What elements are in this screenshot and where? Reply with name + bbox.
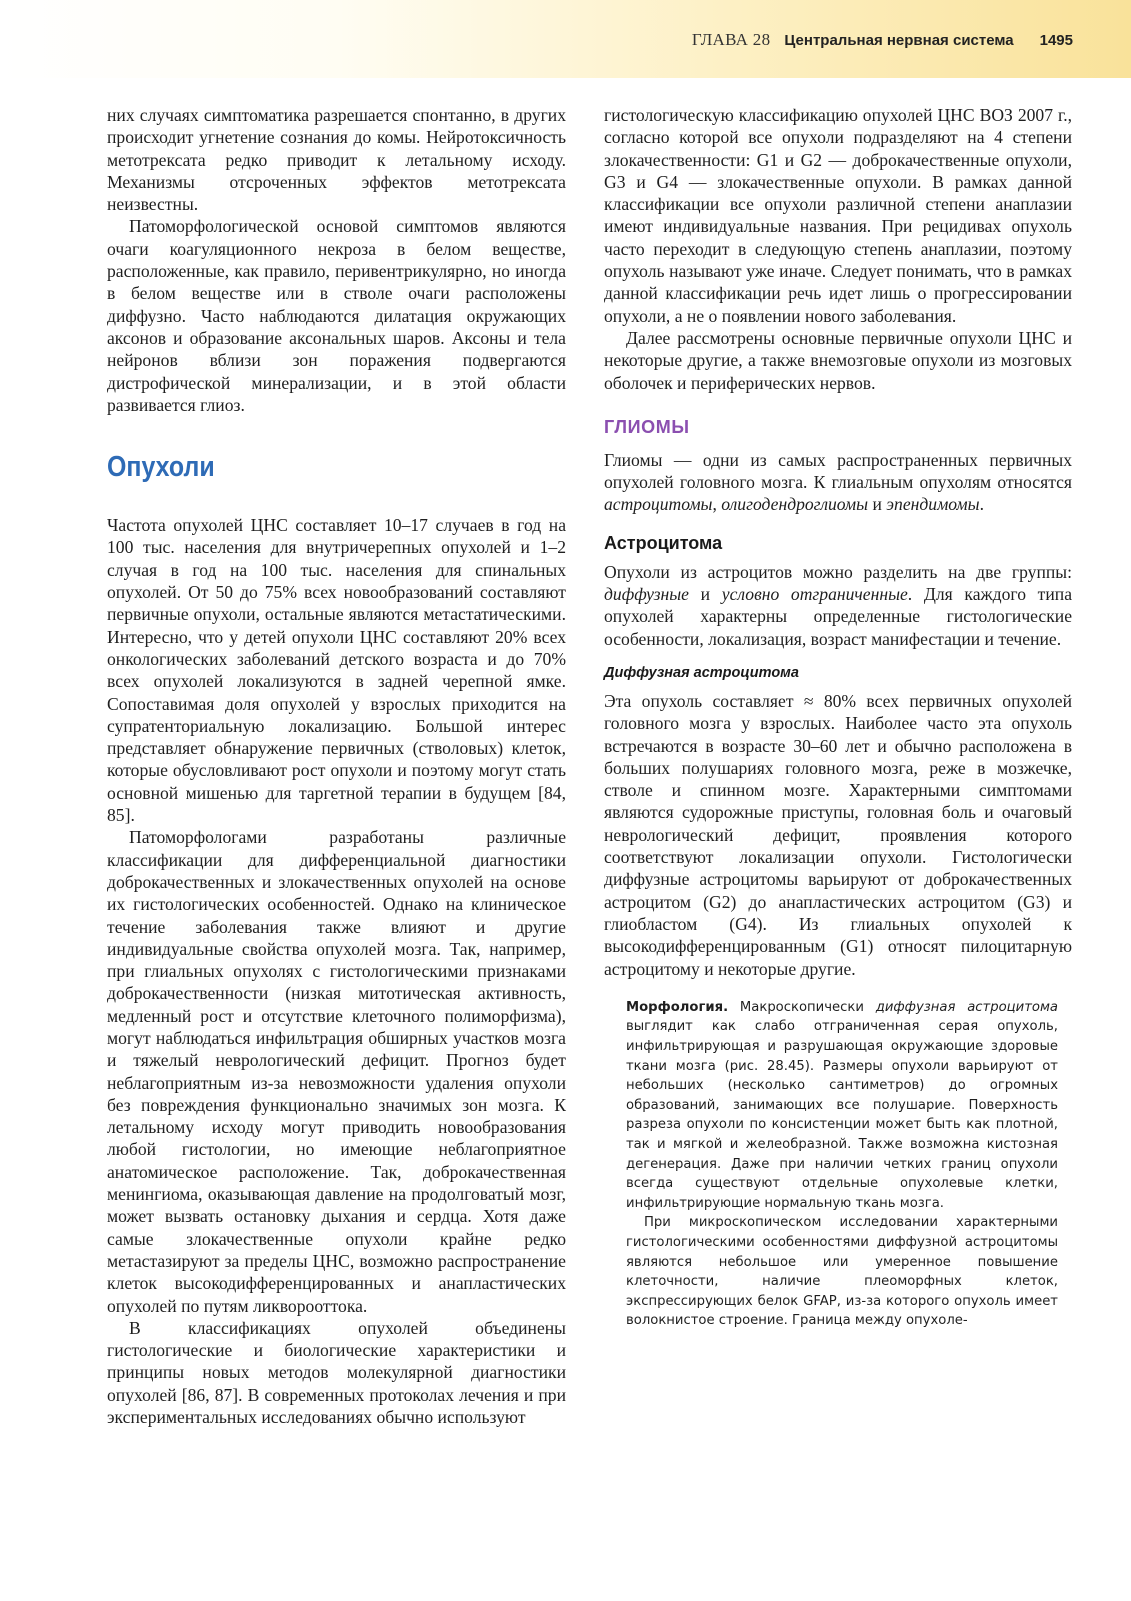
paragraph: них случаях симптоматика разрешается спонтанно, в других происходит угнетение сознания до комы. Нейротоксичность метотрексата редко приводит к летальному исходу. Механизмы отсроченных эффектов метотрексата неизвестны.	[107, 105, 566, 215]
paragraph: В классификациях опухолей объединены гистологические и биологические характеристики и принципы новых методов молекулярной диагностики опухолей [86, 87]. В современных протоколах лечения и при экспериментальных исследованиях обычно используют	[107, 1317, 566, 1428]
right-column	[604, 104, 1072, 1331]
header-text	[692, 30, 1073, 51]
page-number: 1495	[1039, 32, 1073, 49]
section-heading-tumors: Опухоли	[107, 451, 215, 484]
paragraph: Патоморфологами разработаны различные классификации для дифференциальной диагностики доброкачественных и злокачественных опухолей на основе их гистологических особенностей. Однако на клиническое течение заболевания также влияют и другие индивидуальные свойства опухолей мозга. Так, например, при глиальных опухолях с гистологическими признаками доброкачественности (низкая митотическая активность, медленный рост и отсутствие клеточного полиморфизма), могут наблюдаться инфильтрация обширных участков мозга и тяжелый неврологический дефицит. Прогноз будет неблагоприятным из-за невозможности удаления опухоли без повреждения функционально значимых зон мозга. К летальному исходу могут приводить новообразования любой гистологии, но имеющие неблагоприятное анатомическое расположение. Так, доброкачественная менингиома, оказывающая давление на продолговатый мозг, может вызвать остановку дыхания и сердца. Хотя даже самые злокачественные опухоли крайне редко метастазируют за пределы ЦНС, возможно распространение клеток высокодифференцированных и анапластических опухолей по путям ликворооттока.	[107, 827, 566, 1316]
subsection-heading-gliomas: ГЛИОМЫ	[604, 416, 690, 437]
running-header	[0, 0, 1131, 78]
heading-astrocytoma: Астроцитома	[604, 532, 723, 553]
paragraph: Патоморфологической основой симптомов являются очаги коагуляционного некроза в белом веществе, расположенные, как правило, перивентрикулярно, но иногда в белом веществе или в стволе очаги расположены диффузно. Часто наблюдаются дилатация окружающих аксонов и образование аксональных шаров. Аксоны и тела нейронов вблизи зон поражения подвергаются дистрофической минерализации, и в этой области развивается глиоз.	[107, 216, 566, 415]
chapter-title: Центральная нервная система	[784, 32, 1014, 49]
morphology-paragraph: Морфология. Макроскопически диффузная астроцитома выглядит как слабо отграниченная серая опухоль, инфильтрирующая и разрушающая окружающие здоровые ткани мозга (рис. 28.45). Размеры опухоли варьируют от небольших (несколько сантиметров) до огромных образований, занимающих все полушарие. Поверхность разреза опухоли по консистенции может быть как плотной, так и мягкой и желеобразной. Также возможна кистозная дегенерация. Даже при наличии четких границ опухоли всегда существуют отдельные опухолевые клетки, инфильтрирующие нормальную ткань мозга.	[626, 999, 1058, 1211]
paragraph: Глиомы — одни из самых распространенных первичных опухолей головного мозга. К глиальным опухолям относятся астроцитомы, олигодендроглиомы и эпендимомы.	[604, 449, 1072, 515]
left-column	[107, 104, 566, 1428]
paragraph: Эта опухоль составляет ≈ 80% всех первичных опухолей головного мозга у взрослых. Наиболее часто эта опухоль встречаются в возрасте 30–60 лет и обычно расположена в больших полушариях головного мозга, реже в мозжечке, стволе и спинном мозге. Характерными симптомами являются судорожные приступы, головная боль и очаговый неврологический дефицит, проявления которого соответствуют локализации опухоли. Гистологически диффузные астроцитомы варьируют от доброкачественных астроцитом (G2) до анапластических астроцитом (G3) и глиобластом (G4). Из глиальных опухолей к высокодифференцированным (G1) относят пилоцитарную астроцитому и некоторые другие.	[604, 690, 1072, 979]
morphology-box	[626, 998, 1058, 1331]
paragraph: гистологическую классификацию опухолей ЦНС ВОЗ 2007 г., согласно которой все опухоли подразделяют на 4 степени злокачественности: G1 и G2 — доброкачественные опухоли, G3 и G4 — злокачественные опухоли. В рамках данной классификации все опухоли различной степени анаплазии имеют индивидуальные названия. При рецидивах опухоль часто переходит в следующую степень анаплазии, поэтому опухоль называют уже иначе. Следует понимать, что в рамках данной классификации речь идет лишь о прогрессировании опухоли, а не о появлении нового заболевания.	[604, 105, 1072, 326]
morphology-paragraph: При микроскопическом исследовании характерными гистологическими особенностями диффузной астроцитомы являются небольшое или умеренное повышение клеточности, наличие плеоморфных клеток, экспрессирующих белок GFAP, из-за которого опухоль имеет волокнистое строение. Граница между опухоле-	[626, 1215, 1058, 1329]
paragraph: Далее рассмотрены основные первичные опухоли ЦНС и некоторые другие, а также внемозговые опухоли из мозговых оболочек и периферических нервов.	[604, 327, 1072, 393]
paragraph: Опухоли из астроцитов можно разделить на две группы: диффузные и условно отграниченные. Для каждого типа опухолей характерны определенные гистологические особенности, локализация, возраст манифестации и течение.	[604, 561, 1072, 649]
heading-diffuse-astrocytoma: Диффузная астроцитома	[604, 664, 799, 681]
chapter-label: ГЛАВА 28	[691, 30, 771, 49]
paragraph: Частота опухолей ЦНС составляет 10–17 случаев в год на 100 тыс. населения для внутричерепных опухолей и 1–2 случая в год на 100 тыс. населения для спинальных опухолей. От 50 до 75% всех новообразований составляют первичные опухоли, остальные являются метастатическими. Интересно, что у детей опухоли ЦНС составляют 20% всех онкологических заболеваний детского возраста и до 70% всех опухолей локализуются в задней черепной ямке. Сопоставимая доля опухолей у взрослых приходится на супратенториальную локализацию. Большой интерес представляет обнаружение первичных (стволовых) клеток, которые обусловливают рост опухоли и поэтому могут стать основной мишенью для таргетной терапии в будущем [84, 85].	[107, 515, 566, 826]
